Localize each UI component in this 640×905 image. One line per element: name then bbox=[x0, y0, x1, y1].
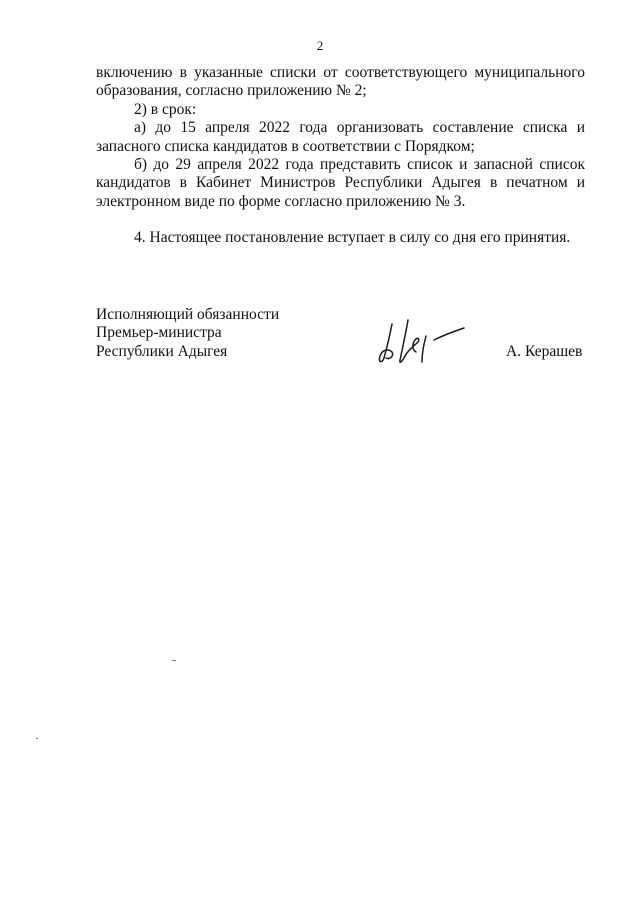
scan-speck bbox=[172, 660, 176, 661]
signatory-title-line: Исполняющий обязанности bbox=[96, 306, 280, 323]
signatory-title bbox=[96, 306, 279, 361]
document-body bbox=[96, 64, 585, 248]
paragraph-item-2a: а) до 15 апреля 2022 года организовать составление списка и запасного списка кандидатов в соответствии с Порядком; bbox=[96, 119, 585, 155]
handwritten-signature bbox=[372, 318, 468, 368]
signer-name: А. Керашев bbox=[506, 343, 583, 360]
scan-speck bbox=[36, 738, 38, 739]
paragraph-item-2: 2) в срок: bbox=[134, 100, 197, 118]
signatory-title-line: Республики Адыгея bbox=[96, 342, 228, 360]
paragraph-item-4: 4. Настоящее постановление вступает в силу со дня его принятия. bbox=[134, 229, 571, 247]
page-number: 2 bbox=[316, 38, 324, 53]
paragraph-item-2b: б) до 29 апреля 2022 года представить список и запасной список кандидатов в Кабинет Министров Республики Адыгея в печатном и электронном виде по форме согласно приложению № 3. bbox=[96, 156, 585, 210]
paragraph-continuation: включению в указанные списки от соответствующего муниципального образования, согласно приложению № 2; bbox=[96, 64, 585, 100]
signatory-title-line: Премьер-министра bbox=[96, 324, 222, 342]
